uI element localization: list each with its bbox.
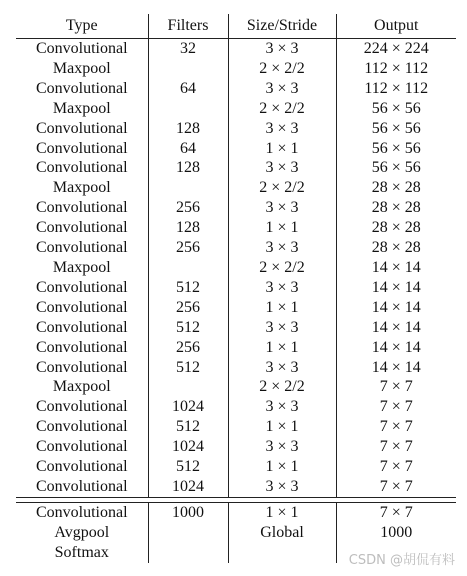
cell-filters (148, 523, 228, 543)
table-row (16, 397, 456, 417)
cell-size-stride: 3 × 3 (228, 278, 336, 298)
cell-type: Convolutional (35, 418, 128, 436)
cell-filters: 1024 (148, 437, 228, 457)
cell-filters (148, 543, 228, 563)
cell-type: Convolutional (35, 338, 128, 356)
cell-size-stride: 1 × 1 (228, 218, 336, 238)
table-row (16, 278, 456, 298)
table-row (16, 198, 456, 218)
table-row (16, 119, 456, 139)
cell-size-stride: 3 × 3 (228, 318, 336, 338)
table-row (16, 258, 456, 278)
cell-output: 56 × 56 (336, 99, 456, 119)
cell-type: Convolutional (35, 398, 128, 416)
cell-type: Convolutional (35, 358, 128, 376)
cell-type: Convolutional (35, 119, 128, 137)
cell-filters: 1000 (148, 503, 228, 523)
cell-type: Convolutional (35, 318, 128, 336)
table-row (16, 39, 456, 59)
cell-output: 14 × 14 (336, 338, 456, 358)
cell-type: Convolutional (35, 477, 128, 495)
table-row (16, 298, 456, 318)
table-row (16, 79, 456, 99)
cell-output: 14 × 14 (336, 278, 456, 298)
table-row (16, 318, 456, 338)
cell-output: 28 × 28 (336, 198, 456, 218)
cell-filters: 512 (148, 457, 228, 477)
cell-output: 14 × 14 (336, 358, 456, 378)
table-row (16, 457, 456, 477)
cell-size-stride: 3 × 3 (228, 198, 336, 218)
cell-output: 7 × 7 (336, 457, 456, 477)
cell-type: Convolutional (35, 503, 128, 521)
cell-type: Softmax (54, 543, 109, 561)
cell-output: 14 × 14 (336, 318, 456, 338)
cell-output: 112 × 112 (336, 79, 456, 99)
cell-filters: 256 (148, 238, 228, 258)
table-row (16, 503, 456, 523)
table-row (16, 99, 456, 119)
cell-output: 7 × 7 (336, 397, 456, 417)
cell-type: Convolutional (35, 278, 128, 296)
cell-filters: 512 (148, 278, 228, 298)
cell-filters: 64 (148, 139, 228, 159)
cell-size-stride: 1 × 1 (228, 503, 336, 523)
cell-filters: 512 (148, 417, 228, 437)
cell-filters (148, 258, 228, 278)
cell-type: Convolutional (35, 139, 128, 157)
cell-filters: 256 (148, 338, 228, 358)
cell-filters (148, 377, 228, 397)
cell-size-stride: 2 × 2/2 (228, 178, 336, 198)
header-size-stride: Size/Stride (228, 14, 336, 39)
cell-size-stride: 2 × 2/2 (228, 258, 336, 278)
table-row (16, 523, 456, 543)
cell-filters: 64 (148, 79, 228, 99)
cell-output: 28 × 28 (336, 218, 456, 238)
table-row (16, 238, 456, 258)
cell-output: 56 × 56 (336, 158, 456, 178)
cell-output: 28 × 28 (336, 178, 456, 198)
cell-filters: 512 (148, 318, 228, 338)
cell-type: Convolutional (35, 40, 128, 57)
cell-filters (148, 59, 228, 79)
cell-filters: 256 (148, 298, 228, 318)
cell-output: 14 × 14 (336, 298, 456, 318)
cell-size-stride: 3 × 3 (228, 477, 336, 497)
cell-type: Convolutional (35, 199, 128, 217)
cell-output: 7 × 7 (336, 503, 456, 523)
cell-size-stride: 3 × 3 (228, 119, 336, 139)
cell-filters: 256 (148, 198, 228, 218)
cell-output: 7 × 7 (336, 417, 456, 437)
table-row (16, 437, 456, 457)
cell-size-stride: 1 × 1 (228, 139, 336, 159)
cell-output: 224 × 224 (336, 39, 456, 59)
cell-size-stride: 3 × 3 (228, 358, 336, 378)
cell-output: 28 × 28 (336, 238, 456, 258)
cell-size-stride: 1 × 1 (228, 417, 336, 437)
table-row (16, 358, 456, 378)
cell-size-stride: 1 × 1 (228, 457, 336, 477)
cell-filters: 128 (148, 119, 228, 139)
cell-type: Convolutional (35, 159, 128, 177)
cell-type: Avgpool (54, 523, 110, 541)
table-header-row (16, 14, 456, 39)
cell-output: 1000 (336, 523, 456, 543)
cell-type: Convolutional (35, 298, 128, 316)
cell-filters: 1024 (148, 477, 228, 497)
cell-size-stride: 3 × 3 (228, 158, 336, 178)
watermark: CSDN @胡侃有料 (348, 553, 455, 568)
cell-size-stride: 1 × 1 (228, 338, 336, 358)
cell-type: Convolutional (35, 219, 128, 237)
cell-size-stride (228, 543, 336, 563)
cell-output: 7 × 7 (336, 377, 456, 397)
table-row (16, 417, 456, 437)
cell-size-stride: 2 × 2/2 (228, 59, 336, 79)
cell-type: Maxpool (52, 378, 111, 396)
table-row (16, 377, 456, 397)
cell-size-stride: Global (228, 523, 336, 543)
architecture-table-container (16, 14, 456, 563)
cell-type: Convolutional (35, 239, 128, 257)
cell-output: 56 × 56 (336, 119, 456, 139)
cell-filters: 128 (148, 218, 228, 238)
cell-output: 14 × 14 (336, 258, 456, 278)
cell-type: Convolutional (35, 438, 128, 456)
cell-output: 7 × 7 (336, 477, 456, 497)
table-row (16, 218, 456, 238)
cell-type: Maxpool (52, 258, 111, 276)
cell-size-stride: 3 × 3 (228, 79, 336, 99)
table-row (16, 158, 456, 178)
cell-size-stride: 3 × 3 (228, 437, 336, 457)
cell-filters: 1024 (148, 397, 228, 417)
table-row (16, 477, 456, 497)
table-row (16, 338, 456, 358)
cell-output: 7 × 7 (336, 437, 456, 457)
table-body (16, 39, 456, 498)
cell-filters: 512 (148, 358, 228, 378)
cell-size-stride: 2 × 2/2 (228, 377, 336, 397)
cell-output: 56 × 56 (336, 139, 456, 159)
table-row (16, 178, 456, 198)
cell-type: Convolutional (35, 458, 128, 476)
cell-filters (148, 99, 228, 119)
cell-size-stride: 1 × 1 (228, 298, 336, 318)
header-filters: Filters (148, 14, 228, 39)
cell-type: Maxpool (52, 179, 111, 197)
cell-output: 112 × 112 (336, 59, 456, 79)
cell-size-stride: 3 × 3 (228, 238, 336, 258)
cell-filters: 128 (148, 158, 228, 178)
cell-size-stride: 3 × 3 (228, 39, 336, 59)
cell-filters (148, 178, 228, 198)
table-row (16, 59, 456, 79)
architecture-table (16, 14, 456, 563)
cell-type: Convolutional (35, 79, 128, 97)
table-row (16, 139, 456, 159)
cell-filters: 32 (148, 39, 228, 59)
cell-size-stride: 2 × 2/2 (228, 99, 336, 119)
header-type: Type (16, 14, 148, 39)
cell-size-stride: 3 × 3 (228, 397, 336, 417)
cell-type: Maxpool (52, 99, 111, 117)
header-output: Output (336, 14, 456, 39)
cell-type: Maxpool (52, 59, 111, 77)
